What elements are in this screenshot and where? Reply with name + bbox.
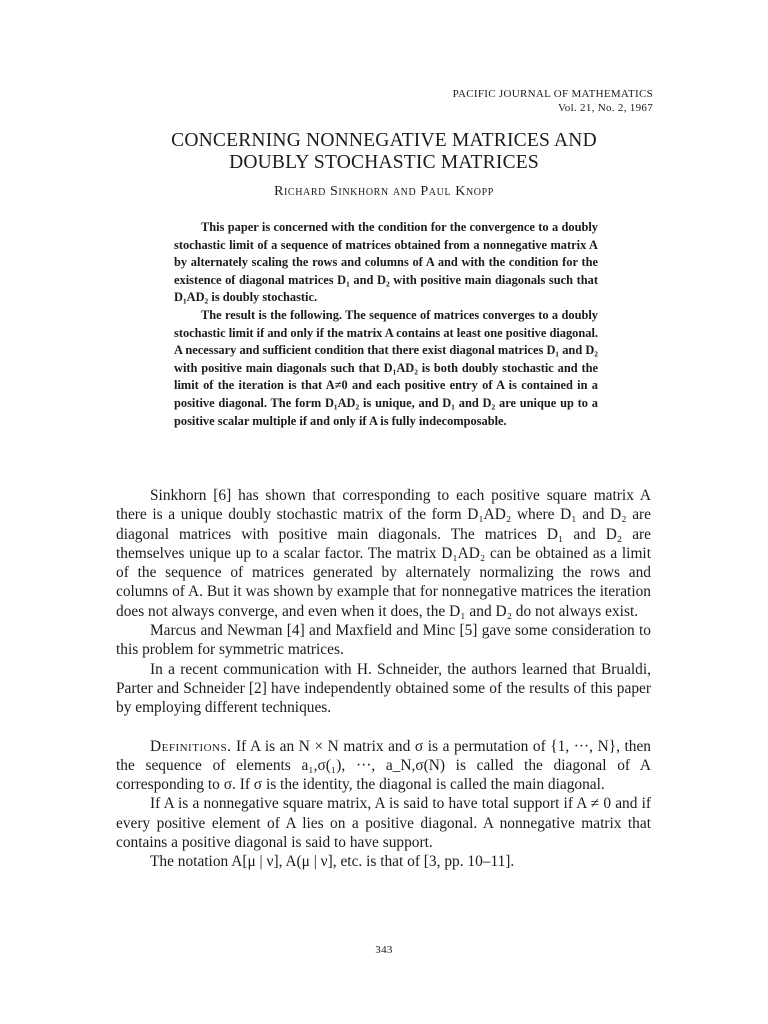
body-paragraph-3: In a recent communication with H. Schneider, the authors learned that Brualdi, Parter and Schneider [2] have independently obtained some of the results of this paper by employing different techniques.: [116, 660, 651, 717]
definitions-label: Definitions.: [150, 737, 232, 755]
abstract-paragraph-1: This paper is concerned with the condition for the convergence to a doubly stochastic limit of a sequence of matrices obtained from a nonnegative matrix A by alternately scaling the rows and columns of A and with the condition for the existence of diagonal matrices D₁ and D₂ with positive main diagonals such that D₁AD₂ is doubly stochastic.: [174, 220, 598, 305]
journal-header: [453, 87, 653, 115]
page-number: 343: [375, 944, 393, 956]
body-paragraph-5: If A is a nonnegative square matrix, A is said to have total support if A ≠ 0 and if every positive element of A lies on a positive diagonal. A nonnegative matrix that contains a positive diagonal is said to have support.: [116, 795, 651, 852]
abstract-paragraph-2: The result is the following. The sequence of matrices converges to a doubly stochastic limit if and only if the matrix A contains at least one positive diagonal. A necessary and sufficient condition that there exist diagonal matrices D₁ and D₂ with positive main diagonals such that D₁AD₂ is both doubly stochastic and the limit of the iteration is that A≠0 and each positive entry of A is contained in a positive diagonal. The form D₁AD₂ is unique, and D₁ and D₂ are unique up to a positive scalar multiple if and only if A is fully indecomposable.: [174, 307, 598, 428]
body-paragraph-2: Marcus and Newman [4] and Maxfield and Minc [5] gave some consideration to this problem for symmetric matrices.: [116, 622, 651, 659]
definitions-text: If A is an N × N matrix and σ is a permutation of {1, ···, N}, then the sequence of elements a₁,σ(₁), ···, a_N,σ(N) is called the diagonal of A corresponding to σ. If σ is the identity, the diagonal is called the main diagonal.: [116, 737, 651, 794]
definitions-paragraph: [116, 737, 651, 795]
authors: Richard Sinkhorn and Paul Knopp: [274, 184, 494, 199]
body-text: [116, 486, 651, 872]
paper-title: [0, 130, 768, 174]
body-paragraph-6: The notation A[μ | ν], A(μ | ν], etc. is that of [3, pp. 10–11].: [150, 853, 515, 871]
title-line-1: CONCERNING NONNEGATIVE MATRICES AND: [171, 130, 597, 151]
title-line-2: DOUBLY STOCHASTIC MATRICES: [229, 152, 539, 173]
journal-name: PACIFIC JOURNAL OF MATHEMATICS: [452, 88, 653, 100]
abstract: [174, 219, 598, 430]
body-paragraph-1: Sinkhorn [6] has shown that corresponding to each positive square matrix A there is a unique doubly stochastic matrix of the form D₁AD₂ where D₁ and D₂ are diagonal matrices with positive main diagonals. The matrices D₁ and D₂ are themselves unique up to a scalar factor. The matrix D₁AD₂ can be obtained as a limit of the sequence of matrices generated by alternately normalizing the rows and columns of A. But it was shown by example that for nonnegative matrices the iteration does not always converge, and even when it does, the D₁ and D₂ do not always exist.: [116, 487, 651, 620]
journal-volume: Vol. 21, No. 2, 1967: [557, 102, 653, 114]
